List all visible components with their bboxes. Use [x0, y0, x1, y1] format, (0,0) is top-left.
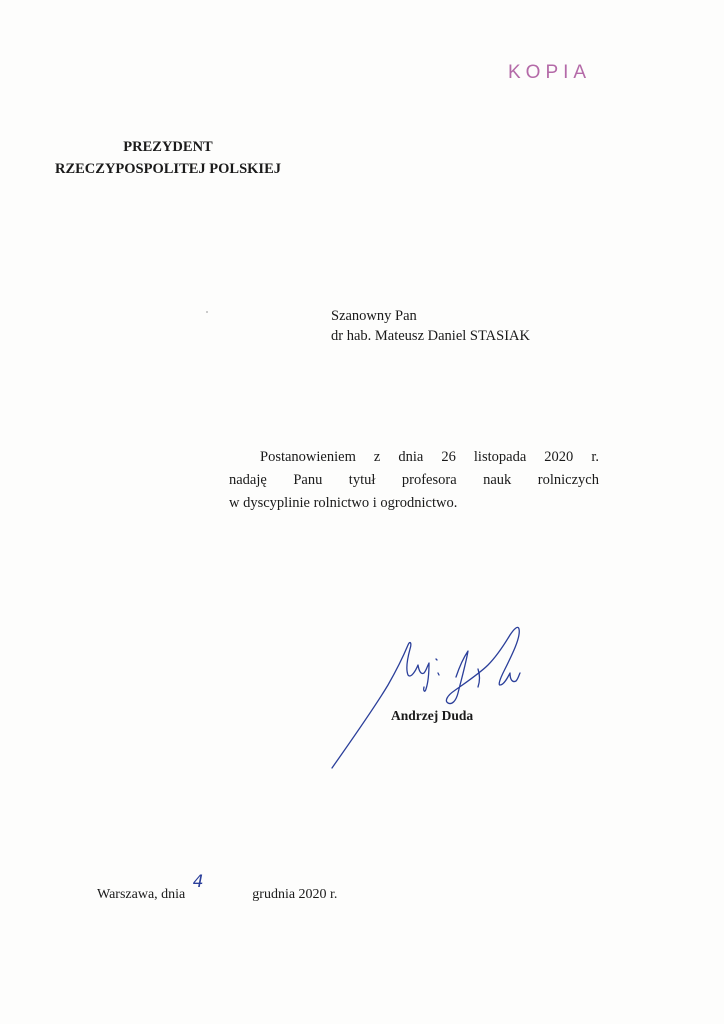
place-date-suffix: grudnia 2020 r. — [252, 887, 338, 902]
issuer-line-2: RZECZYPOSPOLITEJ POLSKIEJ — [54, 161, 281, 177]
letter-body — [229, 446, 599, 515]
recipient-salutation: Szanowny Pan — [331, 308, 417, 324]
recipient-name: dr hab. Mateusz Daniel STASIAK — [331, 328, 530, 344]
issuer-heading — [34, 136, 302, 180]
paper-speck — [206, 311, 208, 313]
body-line-1: Postanowieniem z dnia 26 listopada 2020 r. — [260, 449, 599, 465]
body-line-3: w dyscyplinie rolnictwo i ogrodnictwo. — [229, 495, 458, 511]
place-date-line — [97, 872, 338, 903]
day-field — [189, 872, 249, 898]
copy-stamp: KOPIA — [508, 62, 592, 83]
issuer-line-1: PREZYDENT — [123, 139, 213, 155]
place-date-prefix: Warszawa, dnia — [97, 887, 186, 902]
handwritten-day: 4 — [192, 872, 204, 892]
handwritten-signature — [328, 615, 538, 775]
recipient-block — [331, 306, 530, 346]
body-line-2: nadaję Panu tytuł profesora nauk rolniczych — [229, 472, 599, 488]
signer-name: Andrzej Duda — [391, 708, 474, 723]
